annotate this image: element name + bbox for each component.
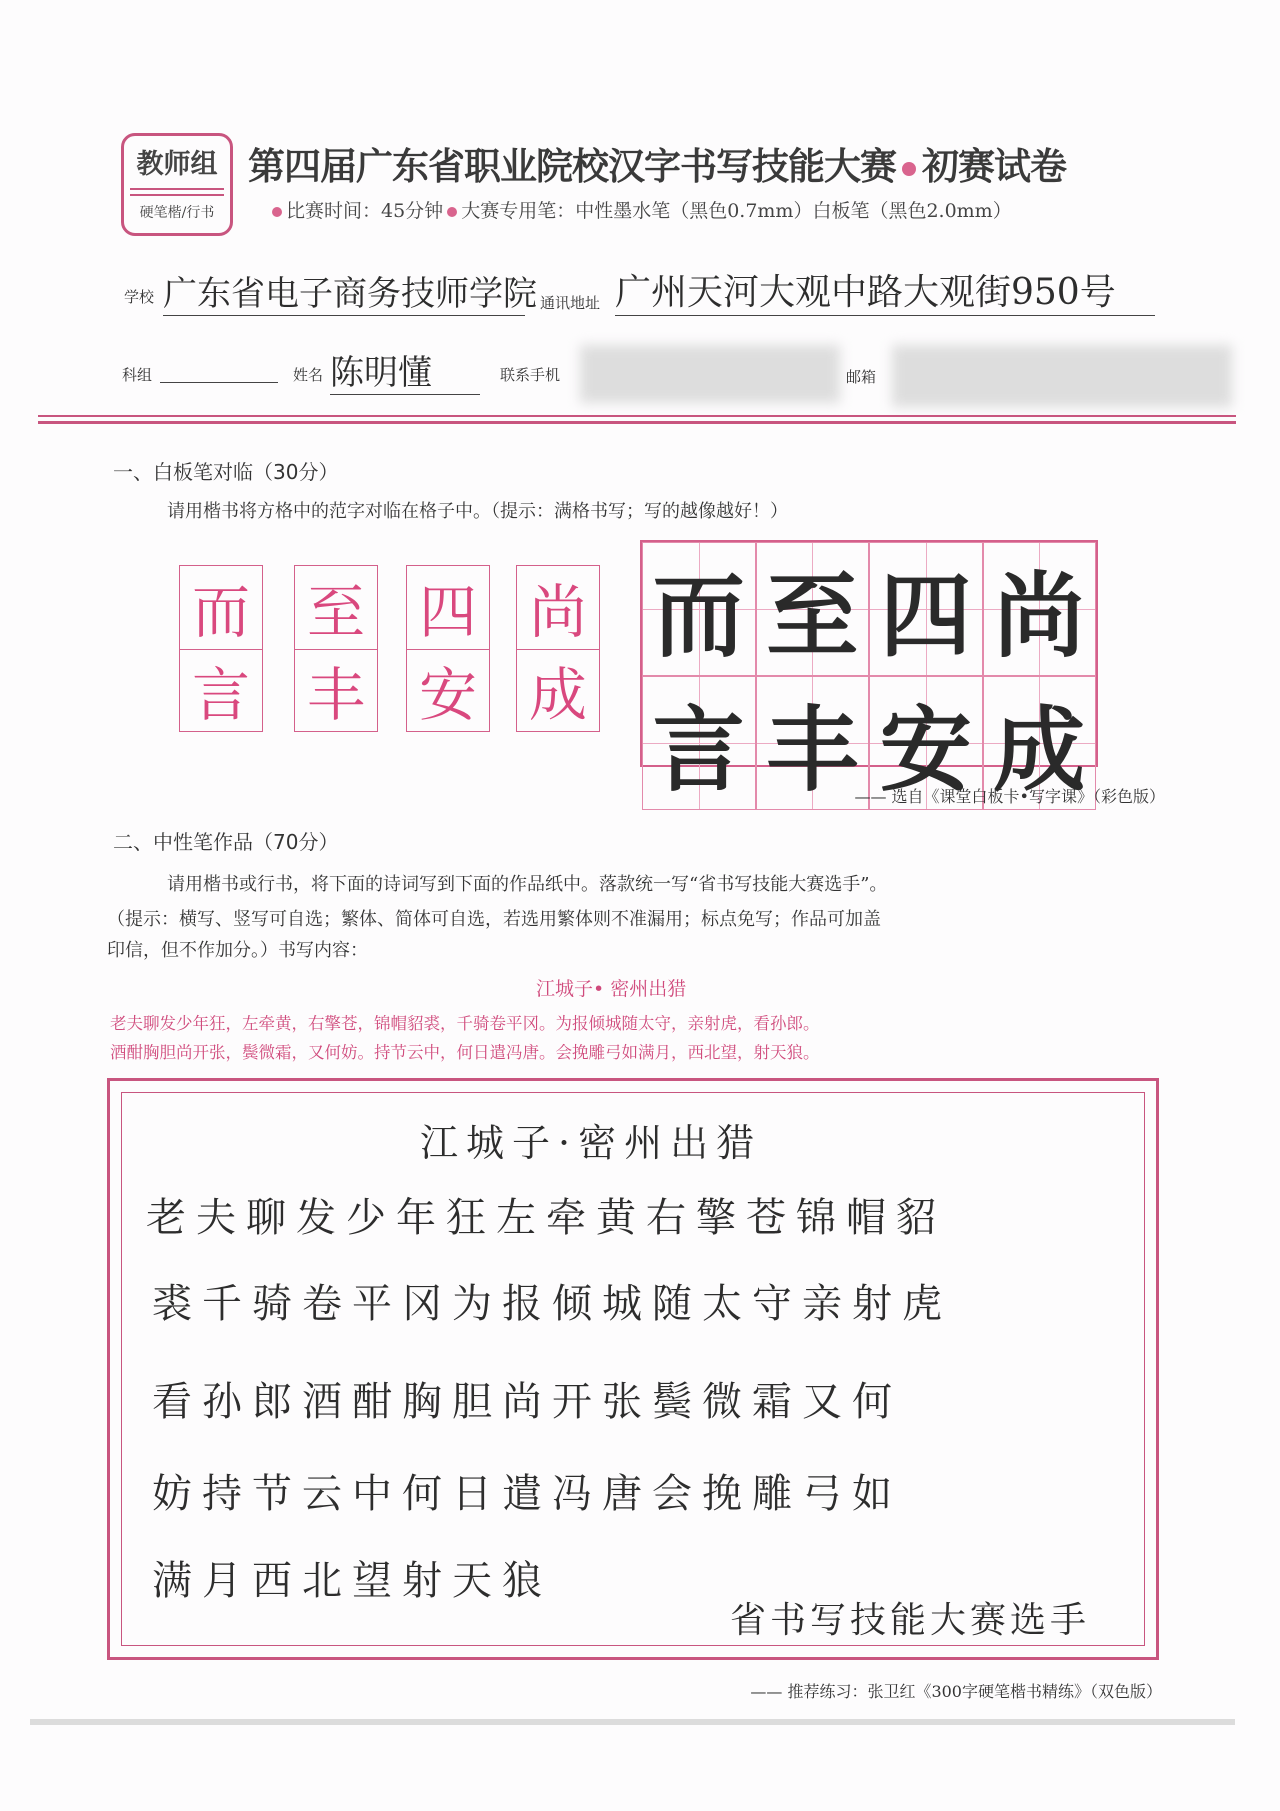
model-grid	[516, 565, 600, 732]
name-field[interactable]: 陈明懂	[330, 345, 480, 395]
name-label: 姓名	[293, 366, 324, 384]
model-grid	[294, 565, 378, 732]
work-line: 看孙郎酒酣胸胆尚开张鬓微霜又何	[152, 1379, 902, 1425]
phone-label: 联系手机	[500, 366, 561, 384]
grid-cell[interactable]	[642, 676, 756, 810]
written-char: 至	[766, 562, 859, 670]
written-char: 言	[652, 696, 745, 804]
grid-cell[interactable]	[756, 676, 870, 810]
school-label: 学校	[124, 288, 155, 306]
page-title: 第四届广东省职业院校汉字书写技能大赛 初赛试卷	[248, 145, 1066, 188]
address-field[interactable]: 广州天河大观中路大观街950号	[615, 264, 1155, 316]
work-line: 妨持节云中何日遣冯唐会挽雕弓如	[152, 1471, 902, 1517]
badge-divider	[130, 188, 224, 196]
model-char: 四	[418, 578, 477, 647]
group-label: 教师组	[136, 149, 218, 180]
work-line: 老夫聊发少年狂左牵黄右擎苍锦帽貂	[146, 1195, 946, 1241]
poem-line: 老夫聊发少年狂，左牵黄，右擎苍，锦帽貂裘，千骑卷平冈。为报倾城随太守，亲射虎，看孙郎。	[110, 1014, 820, 1033]
model-char: 而	[191, 578, 250, 647]
section1-hint: 请用楷书将方格中的范字对临在格子中。（提示：满格书写；写的越像越好！）	[167, 501, 788, 522]
email-label: 邮箱	[846, 368, 877, 386]
written-char: 而	[652, 562, 745, 670]
model-char: 丰	[306, 660, 365, 729]
model-grid	[406, 565, 490, 732]
subject-label: 科组	[122, 366, 153, 384]
page-bottom-edge	[30, 1719, 1235, 1725]
instruction-text: （提示：横写、竖写可自选；繁体、简体可自选，若选用繁体则不准漏用；标点免写；作品可加盖	[107, 909, 881, 930]
written-char: 尚	[993, 562, 1086, 670]
work-title: 江城子·密州出猎	[420, 1121, 763, 1165]
subject-field[interactable]	[160, 360, 278, 383]
instruction-text: 请用楷书或行书，将下面的诗词写到下面的作品纸中。落款统一写“省书写技能大赛选手”。	[167, 874, 888, 895]
written-char: 四	[879, 562, 972, 670]
section1-heading: 一、白板笔对临（30分）	[113, 460, 339, 484]
group-badge	[121, 133, 233, 236]
grid-cell[interactable]	[869, 542, 983, 676]
model-char: 言	[191, 660, 250, 729]
poem-title: 江城子• 密州出猎	[536, 978, 687, 1000]
model-char: 安	[418, 660, 477, 729]
phone-field-redacted[interactable]	[580, 345, 840, 403]
instruction-text: 印信，但不作加分。）书写内容：	[107, 940, 368, 961]
grid-cell[interactable]	[756, 542, 870, 676]
email-field-redacted[interactable]	[892, 345, 1232, 407]
source-caption: —— 选自《课堂白板卡•写字课》（彩色版）	[854, 787, 1165, 806]
recommendation-caption: —— 推荐练习：张卫红《300字硬笔楷书精练》（双色版）	[750, 1682, 1162, 1701]
section-divider	[38, 415, 1236, 424]
work-line: 满月西北望射天狼	[152, 1558, 552, 1604]
poem-line: 酒酣胸胆尚开张，鬓微霜，又何妨。持节云中，何日遣冯唐。会挽雕弓如满月，西北望，射天狼。	[110, 1043, 820, 1062]
work-line: 裘千骑卷平冈为报倾城随太守亲射虎	[152, 1281, 952, 1327]
category-label: 硬笔楷/行书	[139, 205, 215, 221]
written-char: 安	[879, 696, 972, 804]
model-char: 至	[306, 578, 365, 647]
written-char: 丰	[766, 696, 859, 804]
model-grid	[179, 565, 263, 732]
signature: 省书写技能大赛选手	[730, 1600, 1091, 1641]
model-char: 尚	[528, 578, 587, 647]
address-label: 通讯地址	[540, 294, 601, 312]
bullet-icon	[902, 162, 916, 176]
section2-heading: 二、中性笔作品（70分）	[113, 830, 339, 854]
grid-cell[interactable]	[869, 676, 983, 810]
written-char: 成	[993, 696, 1086, 804]
bullet-icon	[447, 207, 457, 217]
exam-info: 比赛时间：45分钟 大赛专用笔：中性墨水笔（黑色0.7mm）白板笔（黑色2.0mm）	[268, 196, 1012, 223]
model-char: 成	[528, 660, 587, 729]
grid-cell[interactable]	[983, 676, 1097, 810]
grid-cell[interactable]	[642, 542, 756, 676]
bullet-icon	[272, 207, 282, 217]
grid-cell[interactable]	[983, 542, 1097, 676]
school-field[interactable]: 广东省电子商务技师学院	[163, 266, 525, 316]
